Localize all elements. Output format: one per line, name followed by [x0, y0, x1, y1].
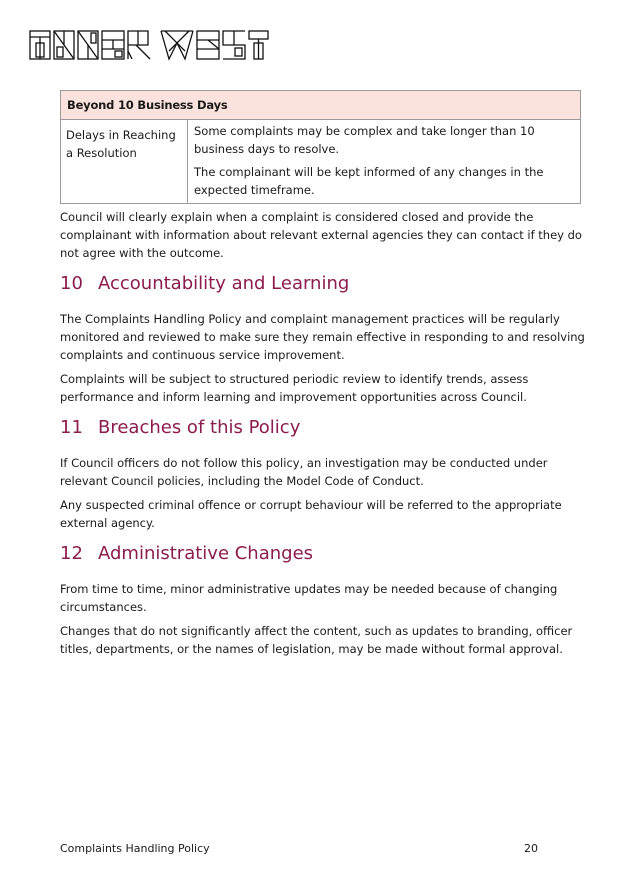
footer-title: Complaints Handling Policy [60, 842, 210, 855]
table-row-content [188, 120, 581, 204]
logo-letter-n [54, 31, 74, 59]
table-row-label: Delays in Reaching a Resolution [61, 120, 188, 204]
table-row-text: Some complaints may be complex and take longer than 10 business days to resolve. [194, 124, 535, 156]
paragraph: Complaints will be subject to structured periodic review to identify trends, assess performance and inform learning and improvement opportunities across Council. [60, 372, 529, 404]
paragraph: If Council officers do not follow this policy, an investigation may be conducted under relevant Council policies, including the Model Code of Conduct. [60, 456, 548, 488]
main-content [60, 208, 590, 664]
resolution-timeframe-table [60, 90, 581, 204]
table-row [61, 120, 581, 204]
table-row-text: The complainant will be kept informed of any changes in the expected timeframe. [194, 165, 544, 197]
logo-letter-e [102, 31, 124, 59]
page-number: 20 [524, 842, 538, 855]
table-heading: Beyond 10 Business Days [61, 91, 581, 120]
paragraph: Any suspected criminal offence or corrupt behaviour will be referred to the appropriate external agency. [60, 498, 562, 530]
logo-letter-i [30, 31, 50, 59]
section-heading [60, 272, 590, 296]
section-heading [60, 416, 590, 440]
section-title: Administrative Changes [98, 543, 314, 564]
section-title: Accountability and Learning [98, 273, 350, 294]
inner-west-logo [29, 29, 269, 61]
logo-letter-n-2 [78, 31, 98, 59]
logo-letter-e-2 [197, 31, 219, 59]
section-number: 10 [60, 273, 83, 294]
section-title: Breaches of this Policy [98, 417, 301, 438]
paragraph: From time to time, minor administrative updates may be needed because of changing circumstances. [60, 582, 558, 614]
intro-paragraph: Council will clearly explain when a complaint is considered closed and provide the complainant with information about relevant external agencies they can contact if they do not agree with the outcome. [60, 210, 582, 260]
section-heading [60, 542, 590, 566]
paragraph: Changes that do not significantly affect the content, such as updates to branding, officer titles, departments, or the names of legislation, may be made without formal approval. [60, 624, 573, 656]
logo-letter-s [223, 31, 245, 59]
logo-letter-r [128, 31, 150, 59]
logo-letter-t [249, 31, 268, 59]
section-number: 12 [60, 543, 83, 564]
logo-letter-w [161, 31, 193, 59]
page-footer [60, 842, 538, 855]
section-number: 11 [60, 417, 83, 438]
paragraph: The Complaints Handling Policy and complaint management practices will be regularly monitored and reviewed to make sure they remain effective in responding to and resolving complaints and continuous service improvement. [60, 312, 585, 362]
table-header-row [61, 91, 581, 120]
